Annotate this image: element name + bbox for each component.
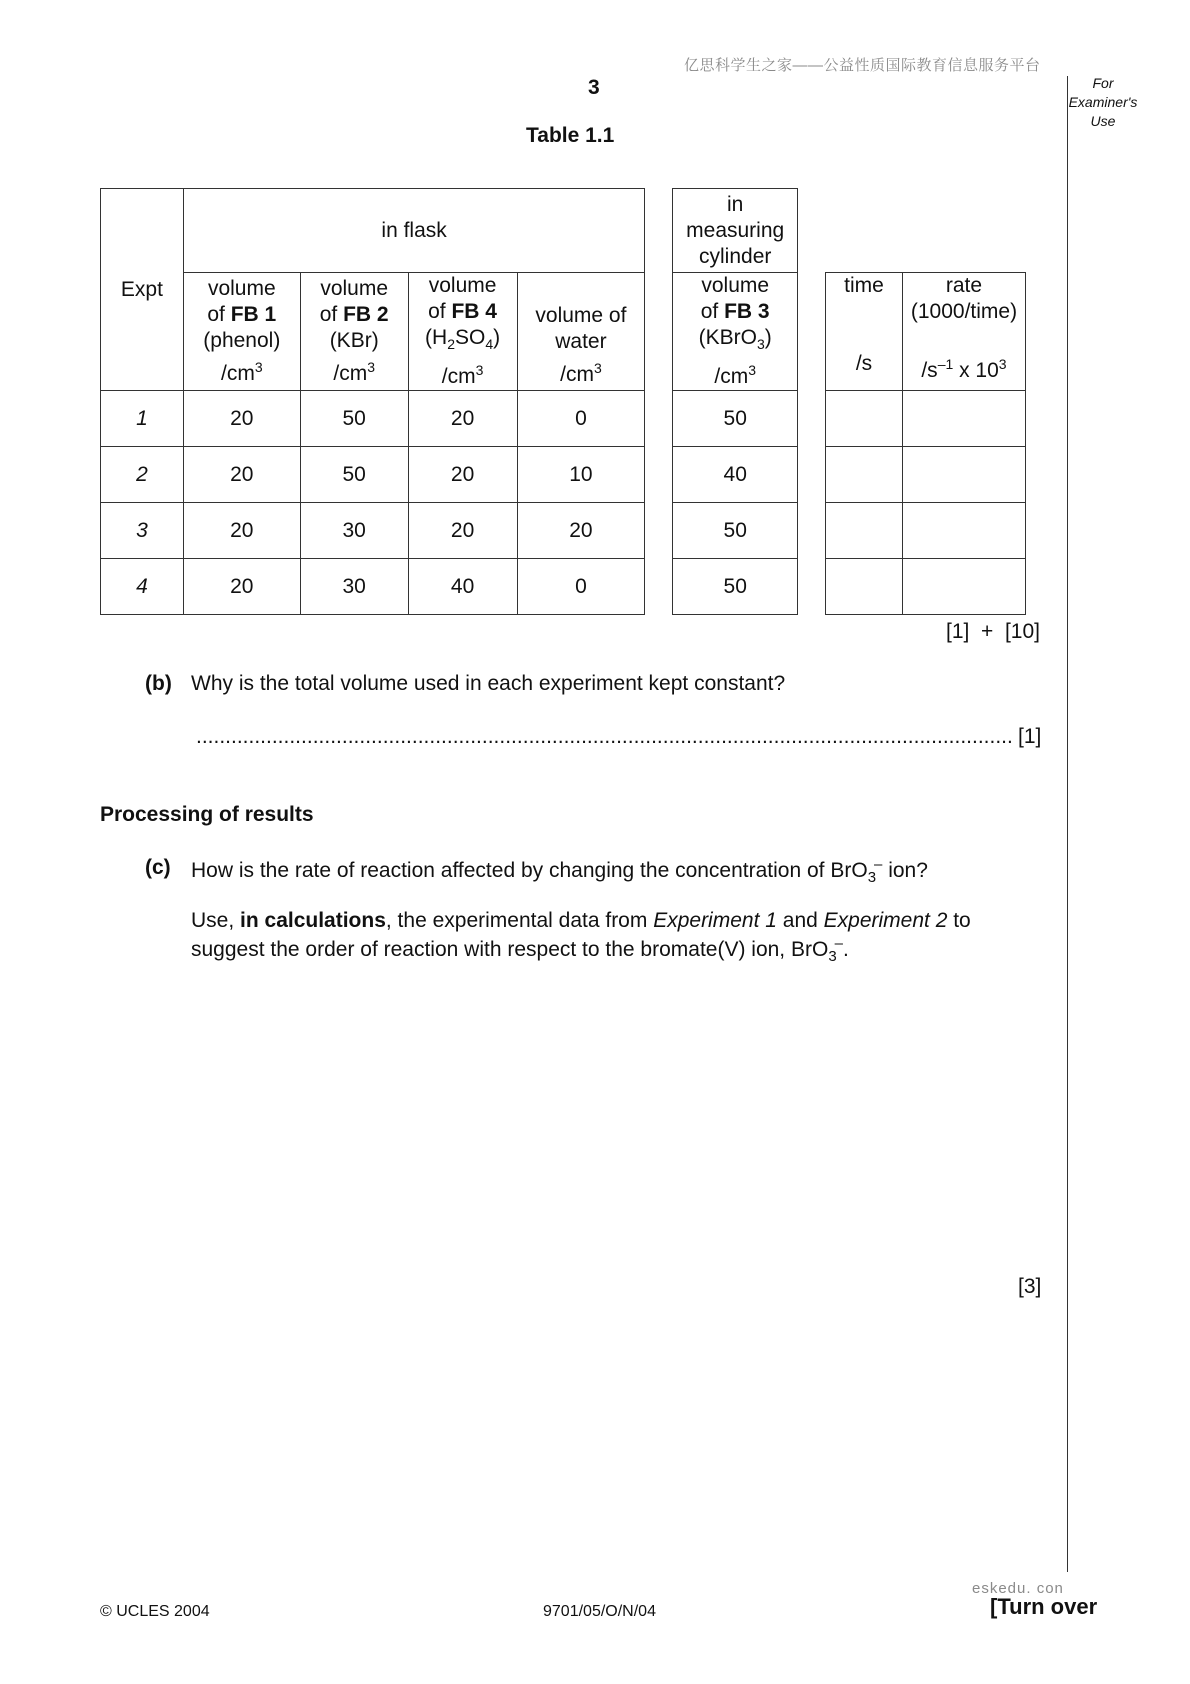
question-c-mark: [3]: [1018, 1275, 1042, 1298]
water-value: 0: [517, 559, 645, 615]
header-watermark: 亿思科学生之家——公益性质国际教育信息服务平台: [684, 57, 1041, 74]
question-b-label: (b): [145, 672, 172, 695]
fb2-value: 50: [300, 391, 408, 447]
time-cell[interactable]: [826, 447, 903, 503]
page-number: 3: [588, 76, 600, 99]
question-b-answer-line[interactable]: ............................................................................................................................................: [196, 725, 1013, 748]
table-caption: Table 1.1: [526, 124, 615, 147]
question-b-mark: [1]: [1018, 725, 1042, 748]
examiner-margin-rule: [1067, 76, 1068, 1572]
turn-over-label: [Turn over: [990, 1594, 1098, 1619]
time-cell[interactable]: [826, 503, 903, 559]
footer-watermark: eskedu. con: [972, 1580, 1064, 1597]
footer-copyright: © UCLES 2004: [100, 1603, 210, 1620]
fb2-value: 30: [300, 559, 408, 615]
table-row: [101, 503, 1026, 559]
time-cell[interactable]: [826, 391, 903, 447]
fb4-value: 40: [408, 559, 517, 615]
fb1-value: 20: [183, 391, 300, 447]
time-cell[interactable]: [826, 559, 903, 615]
in-flask-header: in flask: [183, 189, 644, 273]
question-b-text: Why is the total volume used in each experiment kept constant?: [191, 672, 786, 695]
fb1-value: 20: [183, 559, 300, 615]
rate-cell[interactable]: [902, 447, 1025, 503]
expt-number: 1: [101, 391, 184, 447]
results-table: [100, 188, 1026, 615]
fb4-value: 20: [408, 503, 517, 559]
fb4-volume-header: volume of FB 4 $(H_2SO_4)$ $/cm^3$: [408, 273, 517, 391]
fb3-value: 40: [673, 447, 798, 503]
fb2-volume-header: volume of FB 2 (KBr) $/cm^3$: [300, 273, 408, 391]
fb4-value: 20: [408, 447, 517, 503]
rate-header: rate (1000/time) $/s^{-1}$ x $10^3$: [902, 273, 1025, 391]
fb4-value: 20: [408, 391, 517, 447]
fb2-value: 30: [300, 503, 408, 559]
expt-number: 2: [101, 447, 184, 503]
fb2-value: 50: [300, 447, 408, 503]
fb3-value: 50: [673, 391, 798, 447]
footer-paper-code: 9701/05/O/N/04: [543, 1603, 656, 1620]
fb1-volume-header: volume of FB 1 (phenol) $/cm^3$: [183, 273, 300, 391]
question-c-answer-space[interactable]: [191, 975, 1041, 1255]
question-c-text: How is the rate of reaction affected by changing the concentration of BrO$_3$– ion?: [191, 856, 928, 887]
fb3-value: 50: [673, 503, 798, 559]
question-c-instruction-line2: suggest the order of reaction with respect to the bromate(V) ion, BrO$_3$–.: [191, 935, 849, 966]
question-c-label: (c): [145, 856, 171, 879]
fb1-value: 20: [183, 447, 300, 503]
table-marks: [1] + [10]: [946, 620, 1040, 643]
table-row: [101, 391, 1026, 447]
examiner-note-line: Examiner's: [1068, 94, 1138, 110]
fb1-value: 20: [183, 503, 300, 559]
examiner-use-note: [1068, 74, 1138, 131]
examiner-note-line: Use: [1090, 113, 1116, 129]
expt-header: Expt: [101, 189, 184, 391]
examiner-note-line: For: [1092, 75, 1114, 91]
water-value: 0: [517, 391, 645, 447]
table-row: [101, 447, 1026, 503]
question-c-instruction-line1: Use, in calculations, the experimental data from Experiment 1 and Experiment 2 to: [191, 909, 971, 932]
time-header: time /s: [826, 273, 903, 391]
fb3-value: 50: [673, 559, 798, 615]
rate-cell[interactable]: [902, 559, 1025, 615]
water-value: 10: [517, 447, 645, 503]
in-cylinder-header: in measuring cylinder: [673, 189, 798, 273]
section-heading: Processing of results: [100, 803, 314, 826]
fb3-volume-header: volume of FB 3 (KBrO$_3$) $/cm^3$: [673, 273, 798, 391]
expt-number: 3: [101, 503, 184, 559]
rate-cell[interactable]: [902, 503, 1025, 559]
water-volume-header: volume of water $/cm^3$: [517, 273, 645, 391]
table-row: [101, 559, 1026, 615]
rate-cell[interactable]: [902, 391, 1025, 447]
water-value: 20: [517, 503, 645, 559]
expt-number: 4: [101, 559, 184, 615]
